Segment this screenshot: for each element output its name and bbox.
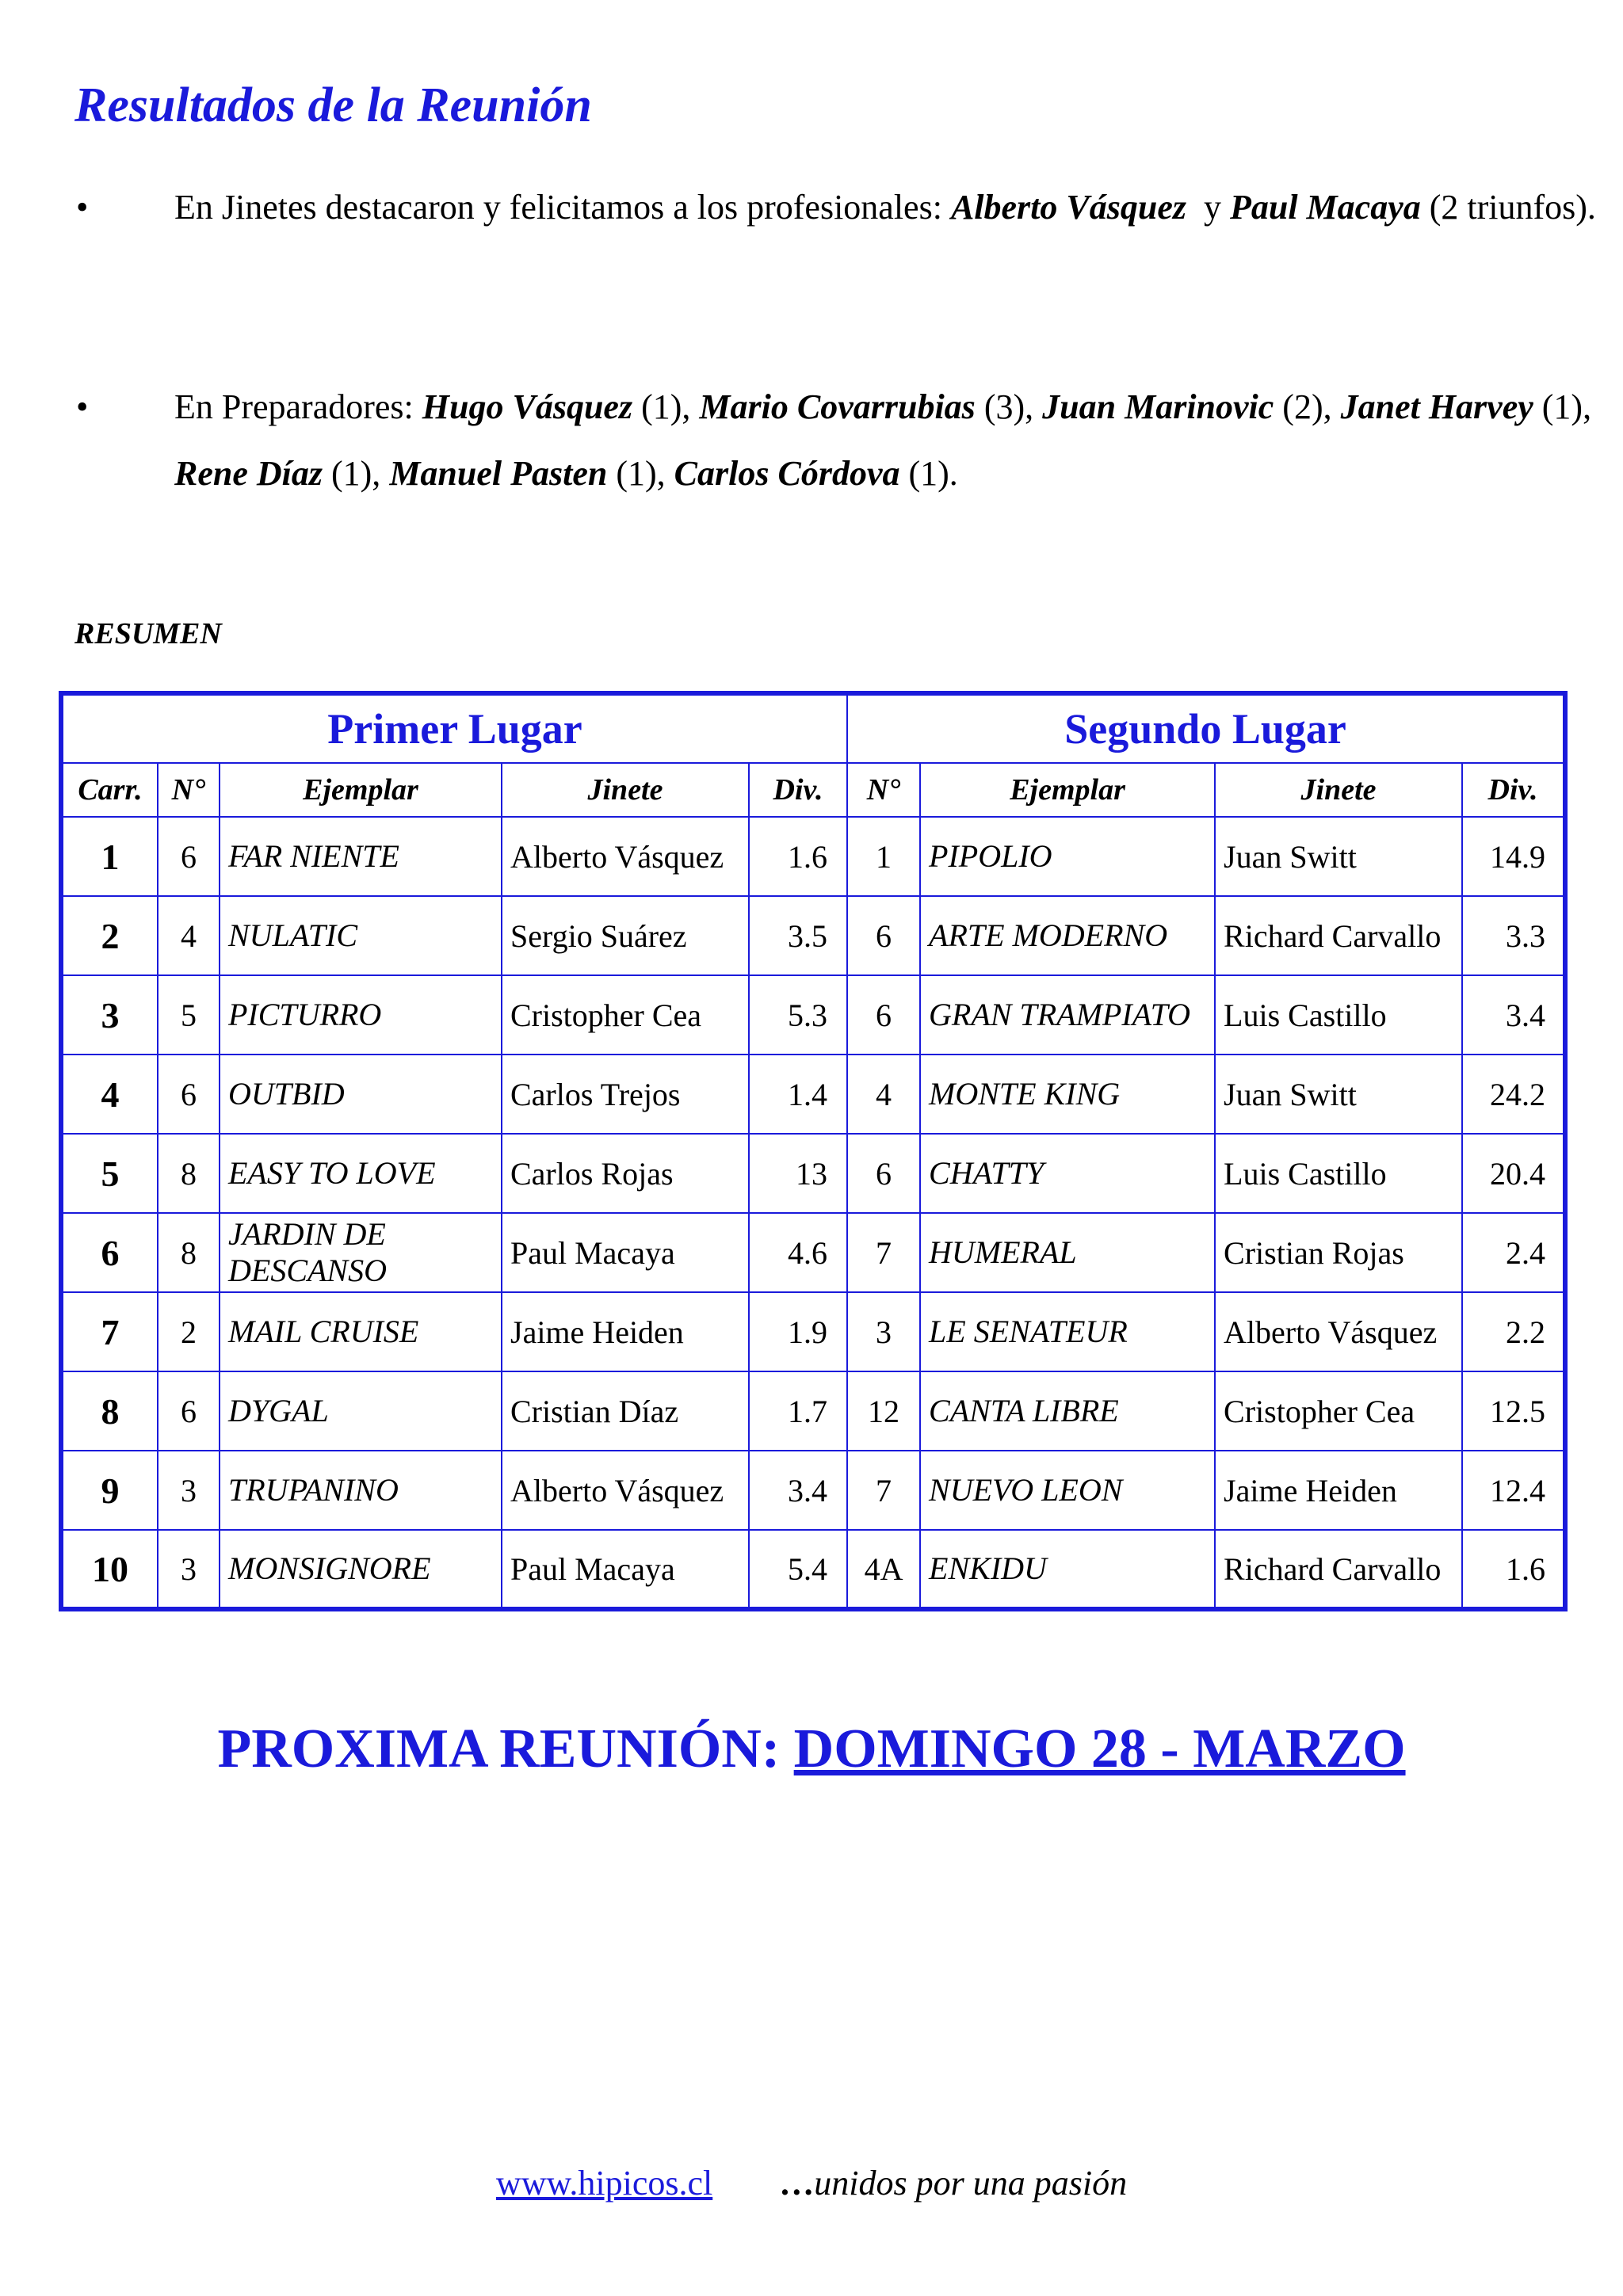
second-horse: CHATTY (920, 1134, 1215, 1213)
first-number: 6 (158, 1371, 220, 1451)
table-group-header-row (61, 693, 1565, 763)
second-number: 4 (847, 1055, 920, 1134)
first-jockey: Jaime Heiden (502, 1292, 749, 1371)
first-jockey: Paul Macaya (502, 1213, 749, 1292)
race-number: 1 (61, 817, 158, 896)
second-number: 6 (847, 1134, 920, 1213)
first-number: 8 (158, 1134, 220, 1213)
first-jockey: Alberto Vásquez (502, 817, 749, 896)
first-jockey: Sergio Suárez (502, 896, 749, 975)
trainer-count: (1), (1533, 387, 1592, 426)
trainer-name: Hugo Vásquez (422, 387, 633, 426)
first-dividend: 3.5 (749, 896, 847, 975)
second-jockey: Juan Switt (1215, 1055, 1462, 1134)
first-horse: EASY TO LOVE (220, 1134, 502, 1213)
second-dividend: 1.6 (1462, 1530, 1565, 1609)
jockey-name-2: Paul Macaya (1229, 188, 1421, 227)
trainer-name: Rene Díaz (174, 454, 323, 493)
table-row (61, 1451, 1565, 1530)
second-dividend: 24.2 (1462, 1055, 1565, 1134)
second-number: 7 (847, 1213, 920, 1292)
col-header-jockey: Jinete (502, 763, 749, 817)
trainer-count: (1), (632, 387, 700, 426)
trainer-name: Carlos Córdova (674, 454, 900, 493)
trainer-count: (1). (899, 454, 958, 493)
second-jockey: Cristian Rojas (1215, 1213, 1462, 1292)
bullet-jinetes-lead: En Jinetes destacaron y felicitamos a los profesionales: (174, 188, 951, 227)
table-row (61, 896, 1565, 975)
bullet-icon: • (76, 188, 89, 227)
second-dividend: 12.4 (1462, 1451, 1565, 1530)
second-horse: NUEVO LEON (920, 1451, 1215, 1530)
second-horse: HUMERAL (920, 1213, 1215, 1292)
first-number: 6 (158, 817, 220, 896)
first-number: 3 (158, 1530, 220, 1609)
footer-slogan: unidos por una pasión (814, 2164, 1128, 2203)
race-number: 9 (61, 1451, 158, 1530)
first-dividend: 13 (749, 1134, 847, 1213)
second-jockey: Luis Castillo (1215, 975, 1462, 1055)
second-number: 4A (847, 1530, 920, 1609)
first-horse: FAR NIENTE (220, 817, 502, 896)
trainer-name: Janet Harvey (1340, 387, 1533, 426)
trainer-name: Manuel Pasten (389, 454, 608, 493)
race-number: 2 (61, 896, 158, 975)
first-jockey: Paul Macaya (502, 1530, 749, 1609)
second-horse: ENKIDU (920, 1530, 1215, 1609)
results-table-body (61, 817, 1565, 1609)
first-number: 5 (158, 975, 220, 1055)
bullet-jinetes-text (174, 174, 1623, 241)
second-jockey: Luis Castillo (1215, 1134, 1462, 1213)
first-dividend: 1.7 (749, 1371, 847, 1451)
second-dividend: 3.3 (1462, 896, 1565, 975)
first-number: 8 (158, 1213, 220, 1292)
second-dividend: 12.5 (1462, 1371, 1565, 1451)
first-jockey: Cristopher Cea (502, 975, 749, 1055)
second-horse: GRAN TRAMPIATO (920, 975, 1215, 1055)
footer-ellipsis: … (779, 2164, 815, 2203)
next-meeting-label: PROXIMA REUNIÓN: (217, 1718, 794, 1779)
second-horse: ARTE MODERNO (920, 896, 1215, 975)
second-horse: LE SENATEUR (920, 1292, 1215, 1371)
first-jockey: Carlos Trejos (502, 1055, 749, 1134)
second-horse: MONTE KING (920, 1055, 1215, 1134)
col-header-horse: Ejemplar (920, 763, 1215, 817)
bullet-jinetes-tail: (2 triunfos). (1420, 188, 1596, 227)
table-row (61, 1055, 1565, 1134)
trainer-name: Mario Covarrubias (699, 387, 976, 426)
second-dividend: 14.9 (1462, 817, 1565, 896)
table-row (61, 975, 1565, 1055)
footer (0, 2163, 1623, 2203)
table-column-header-row (61, 763, 1565, 817)
first-dividend: 1.4 (749, 1055, 847, 1134)
first-dividend: 5.4 (749, 1530, 847, 1609)
bullet-preparadores-lead: En Preparadores: (174, 387, 422, 426)
table-row (61, 1134, 1565, 1213)
first-horse: NULATIC (220, 896, 502, 975)
trainer-count: (1), (323, 454, 390, 493)
first-number: 6 (158, 1055, 220, 1134)
first-dividend: 3.4 (749, 1451, 847, 1530)
group-header-second: Segundo Lugar (847, 693, 1565, 763)
col-header-num: N° (847, 763, 920, 817)
first-number: 4 (158, 896, 220, 975)
second-jockey: Jaime Heiden (1215, 1451, 1462, 1530)
second-number: 12 (847, 1371, 920, 1451)
first-horse: MAIL CRUISE (220, 1292, 502, 1371)
first-horse: JARDIN DE DESCANSO (220, 1213, 502, 1292)
col-header-jockey: Jinete (1215, 763, 1462, 817)
col-header-carr: Carr. (61, 763, 158, 817)
resumen-label: RESUMEN (74, 617, 222, 650)
race-number: 7 (61, 1292, 158, 1371)
race-number: 5 (61, 1134, 158, 1213)
race-number: 3 (61, 975, 158, 1055)
next-meeting-date: DOMINGO 28 - MARZO (793, 1718, 1406, 1779)
first-horse: MONSIGNORE (220, 1530, 502, 1609)
results-table (59, 691, 1568, 1611)
first-horse: OUTBID (220, 1055, 502, 1134)
col-header-num: N° (158, 763, 220, 817)
race-number: 4 (61, 1055, 158, 1134)
first-jockey: Carlos Rojas (502, 1134, 749, 1213)
second-jockey: Richard Carvallo (1215, 896, 1462, 975)
first-horse: DYGAL (220, 1371, 502, 1451)
col-header-horse: Ejemplar (220, 763, 502, 817)
jockey-name-1: Alberto Vásquez (950, 188, 1186, 227)
race-number: 6 (61, 1213, 158, 1292)
second-jockey: Alberto Vásquez (1215, 1292, 1462, 1371)
col-header-div: Div. (749, 763, 847, 817)
table-row (61, 1530, 1565, 1609)
table-row (61, 817, 1565, 896)
trainer-count: (2), (1274, 387, 1341, 426)
first-number: 2 (158, 1292, 220, 1371)
table-row (61, 1213, 1565, 1292)
first-dividend: 5.3 (749, 975, 847, 1055)
trainer-name: Juan Marinovic (1042, 387, 1274, 426)
second-number: 1 (847, 817, 920, 896)
first-dividend: 4.6 (749, 1213, 847, 1292)
table-row (61, 1292, 1565, 1371)
col-header-div: Div. (1462, 763, 1565, 817)
second-number: 6 (847, 896, 920, 975)
bullet-preparadores-text (174, 374, 1623, 507)
first-dividend: 1.6 (749, 817, 847, 896)
bullet-icon: • (76, 387, 89, 426)
trainer-count: (1), (607, 454, 674, 493)
trainer-count: (3), (975, 387, 1043, 426)
first-number: 3 (158, 1451, 220, 1530)
first-horse: TRUPANINO (220, 1451, 502, 1530)
first-dividend: 1.9 (749, 1292, 847, 1371)
second-number: 3 (847, 1292, 920, 1371)
second-horse: PIPOLIO (920, 817, 1215, 896)
next-meeting (0, 1718, 1623, 1781)
race-number: 10 (61, 1530, 158, 1609)
second-number: 6 (847, 975, 920, 1055)
second-jockey: Juan Switt (1215, 817, 1462, 896)
second-number: 7 (847, 1451, 920, 1530)
second-jockey: Richard Carvallo (1215, 1530, 1462, 1609)
first-jockey: Alberto Vásquez (502, 1451, 749, 1530)
second-horse: CANTA LIBRE (920, 1371, 1215, 1451)
footer-link[interactable]: www.hipicos.cl (495, 2164, 713, 2203)
second-dividend: 3.4 (1462, 975, 1565, 1055)
group-header-first: Primer Lugar (61, 693, 847, 763)
table-row (61, 1371, 1565, 1451)
first-horse: PICTURRO (220, 975, 502, 1055)
first-jockey: Cristian Díaz (502, 1371, 749, 1451)
bullet-jinetes-connector: y (1186, 188, 1230, 227)
page-title: Resultados de la Reunión (74, 78, 592, 132)
second-dividend: 20.4 (1462, 1134, 1565, 1213)
second-dividend: 2.2 (1462, 1292, 1565, 1371)
second-jockey: Cristopher Cea (1215, 1371, 1462, 1451)
second-dividend: 2.4 (1462, 1213, 1565, 1292)
race-number: 8 (61, 1371, 158, 1451)
